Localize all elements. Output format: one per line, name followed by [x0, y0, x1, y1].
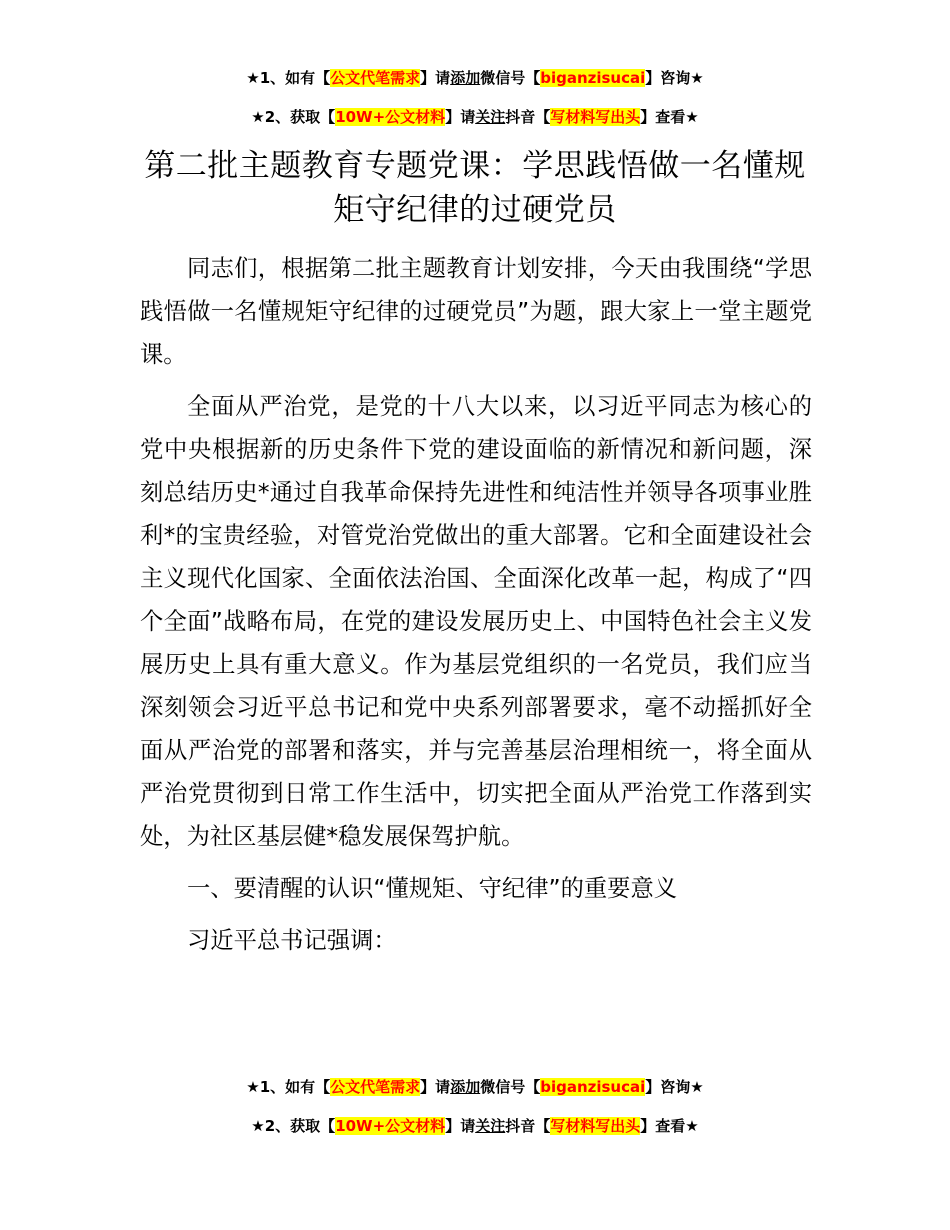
footer-notice-line-2	[0, 1115, 950, 1137]
footer-notice-line-1-mid2: 微信号【	[480, 1078, 541, 1096]
notice-line-1-wechat: biganzisucai	[540, 69, 646, 87]
notice-line-1	[0, 67, 950, 89]
notice-line-2-mid2: 抖音【	[505, 108, 551, 126]
footer-notice-line-2-emphasis: 关注	[475, 1117, 506, 1135]
notice-line-2-prefix: ★2、获取【	[251, 108, 336, 126]
notice-line-1-emphasis: 添加	[450, 69, 481, 87]
footer-notice-line-1-suffix: 】咨询★	[645, 1078, 704, 1096]
notice-line-1-prefix: ★1、如有【	[246, 69, 331, 87]
notice-line-1-mid2: 微信号【	[480, 69, 541, 87]
notice-line-1-mid1: 】请	[420, 69, 451, 87]
footer-notice-line-1-wechat: biganzisucai	[540, 1078, 646, 1096]
footer-notice-line-2-suffix: 】查看★	[640, 1117, 699, 1135]
footer-notice-line-1-mid1: 】请	[420, 1078, 451, 1096]
notice-line-2-account: 写材料写出头	[550, 108, 641, 126]
document-body	[140, 247, 812, 971]
footer-notice-line-2-account: 写材料写出头	[550, 1117, 641, 1135]
footer-notice-line-2-mid2: 抖音【	[505, 1117, 551, 1135]
paragraph-main: 全面从严治党，是党的十八大以来，以习近平同志为核心的党中央根据新的历史条件下党的建设面临的新情况和新问题，深刻总结历史*通过自我革命保持先进性和纯洁性并领导各项事业胜利*的宝贵经验，对管党治党做出的重大部署。它和全面建设社会主义现代化国家、全面依法治国、全面深化改革一起，构成了“四个全面”战略布局，在党的建设发展历史上、中国特色社会主义发展历史上具有重大意义。作为基层党组织的一名党员，我们应当深刻领会习近平总书记和党中央系列部署要求，毫不动摇抓好全面从严治党的部署和落实，并与完善基层治理相统一，将全面从严治党贯彻到日常工作生活中，切实把全面从严治党工作落到实处，为社区基层健*稳发展保驾护航。	[140, 393, 812, 850]
footer-notice-line-1-highlight: 公文代笔需求	[330, 1078, 421, 1096]
notice-line-2	[0, 106, 950, 128]
footer-notice-line-2-highlight: 10W+公文材料	[335, 1117, 446, 1135]
footer-notice-line-1	[0, 1076, 950, 1098]
notice-line-1-suffix: 】咨询★	[645, 69, 704, 87]
footer-notice-line-2-mid1: 】请	[445, 1117, 476, 1135]
footer-notice-line-1-emphasis: 添加	[450, 1078, 481, 1096]
notice-line-1-highlight: 公文代笔需求	[330, 69, 421, 87]
footer-notice-line-2-prefix: ★2、获取【	[251, 1117, 336, 1135]
notice-line-2-mid1: 】请	[445, 108, 476, 126]
notice-line-2-highlight: 10W+公文材料	[335, 108, 446, 126]
document-title: 第二批主题教育专题党课：学思践悟做一名懂规矩守纪律的过硬党员	[144, 148, 806, 228]
footer-notice-line-1-prefix: ★1、如有【	[246, 1078, 331, 1096]
paragraph-intro: 同志们，根据第二批主题教育计划安排，今天由我围绕“学思践悟做一名懂规矩守纪律的过硬党员”为题，跟大家上一堂主题党课。	[140, 255, 812, 368]
paragraph-quote-lead: 习近平总书记强调：	[187, 927, 397, 954]
notice-line-2-suffix: 】查看★	[640, 108, 699, 126]
notice-line-2-emphasis: 关注	[475, 108, 506, 126]
section-heading: 一、要清醒的认识“懂规矩、守纪律”的重要意义	[187, 875, 678, 902]
